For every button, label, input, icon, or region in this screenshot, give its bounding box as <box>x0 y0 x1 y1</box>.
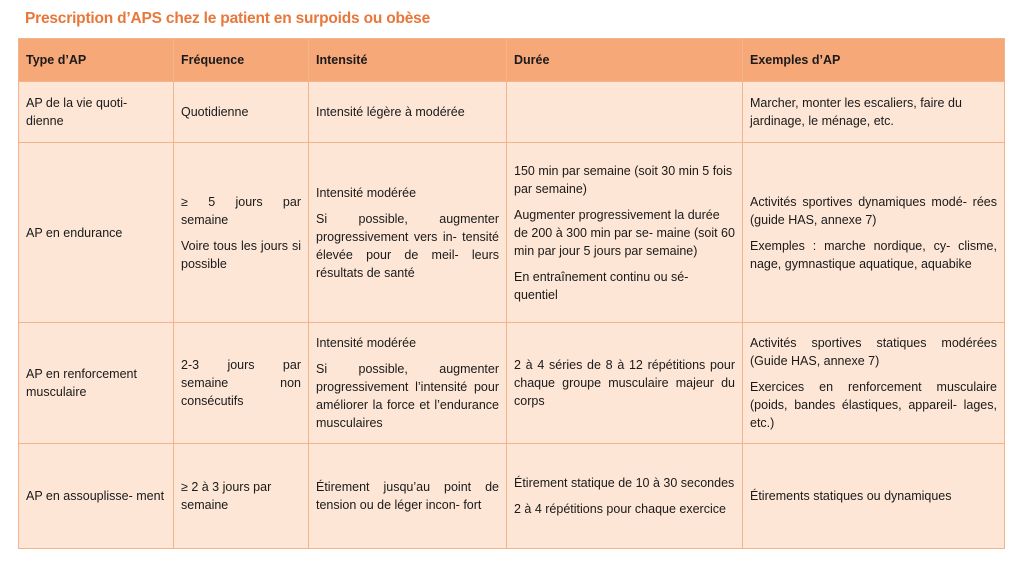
cell-paragraph: Si possible, augmenter progressivement vers in- tensité élevée pour de meil- leurs résultats de santé <box>316 211 499 280</box>
table-row <box>19 143 1005 323</box>
cell-duree <box>507 444 743 549</box>
header-exemples: Exemples d’AP <box>743 39 1005 82</box>
cell-paragraph: Activités sportives statiques modérées (Guide HAS, annexe 7) <box>750 336 997 368</box>
cell-type <box>19 82 174 143</box>
header-type: Type d’AP <box>19 39 174 82</box>
cell-paragraph: Augmenter progressivement la durée de 200 à 300 min par se- maine (soit 60 min par jour 5 jours par semaine) <box>514 207 735 258</box>
cell-paragraph: AP en renforcement musculaire <box>26 367 137 399</box>
table-row <box>19 323 1005 444</box>
cell-frequence <box>174 143 309 323</box>
cell-paragraph: Quotidienne <box>181 105 249 119</box>
cell-paragraph: 150 min par semaine (soit 30 min 5 fois par semaine) <box>514 163 733 196</box>
cell-paragraph: Activités sportives dynamiques modé- rées (guide HAS, annexe 7) <box>750 194 997 227</box>
cell-duree <box>507 143 743 323</box>
cell-duree <box>507 323 743 444</box>
cell-intensite <box>309 323 507 444</box>
cell-paragraph: ≥ 2 à 3 jours par semaine <box>181 480 272 512</box>
cell-paragraph: 2 à 4 répétitions pour chaque exercice <box>514 502 726 516</box>
cell-intensite <box>309 82 507 143</box>
document-title: Prescription d’APS chez le patient en surpoids ou obèse <box>25 10 431 27</box>
cell-exemples <box>743 444 1005 549</box>
cell-paragraph: dienne <box>26 114 64 128</box>
cell-paragraph: ≥ 5 jours par semaine <box>181 194 301 227</box>
header-intensite: Intensité <box>309 39 507 82</box>
cell-paragraph: AP en assouplisse- ment <box>26 489 165 503</box>
cell-paragraph: Voire tous les jours si possible <box>181 238 301 271</box>
cell-intensite <box>309 143 507 323</box>
cell-paragraph: AP en endurance <box>26 225 123 240</box>
cell-paragraph: Étirement jusqu’au point de tension ou de léger incon- fort <box>316 480 499 512</box>
cell-exemples <box>743 143 1005 323</box>
cell-paragraph: 2-3 jours par semaine non consécutifs <box>181 358 301 408</box>
table-row <box>19 444 1005 549</box>
cell-paragraph: En entraînement continu ou sé- quentiel <box>514 269 689 302</box>
cell-frequence <box>174 82 309 143</box>
cell-intensite <box>309 444 507 549</box>
cell-exemples <box>743 323 1005 444</box>
cell-paragraph: Étirement statique de 10 à 30 secondes <box>514 476 735 490</box>
cell-exemples <box>743 82 1005 143</box>
table-row <box>19 82 1005 143</box>
cell-paragraph: Étirements statiques ou dynamiques <box>750 489 952 503</box>
cell-paragraph: Intensité modérée <box>316 185 417 200</box>
prescription-table <box>18 38 1005 549</box>
header-duree: Durée <box>507 39 743 82</box>
cell-paragraph: Intensité modérée <box>316 336 417 350</box>
cell-type <box>19 444 174 549</box>
cell-paragraph: Exemples : marche nordique, cy- clisme, nage, gymnastique aquatique, aquabike <box>750 238 997 271</box>
cell-paragraph: AP de la vie quoti- <box>26 96 128 110</box>
cell-type <box>19 143 174 323</box>
table-header-row <box>19 39 1005 82</box>
cell-type <box>19 323 174 444</box>
cell-paragraph: Exercices en renforcement musculaire (poids, bandes élastiques, appareil- lages, etc.) <box>750 380 997 430</box>
cell-paragraph: 2 à 4 séries de 8 à 12 répétitions pour chaque groupe musculaire majeur du corps <box>514 358 735 408</box>
cell-frequence <box>174 444 309 549</box>
cell-paragraph: Marcher, monter les escaliers, faire du jardinage, le ménage, etc. <box>750 96 962 128</box>
header-frequence: Fréquence <box>174 39 309 82</box>
cell-paragraph: Si possible, augmenter progressivement l’intensité pour améliorer la force et l’endurance musculaires <box>316 362 499 430</box>
cell-paragraph: Intensité légère à modérée <box>316 105 465 119</box>
cell-frequence <box>174 323 309 444</box>
cell-duree <box>507 82 743 143</box>
